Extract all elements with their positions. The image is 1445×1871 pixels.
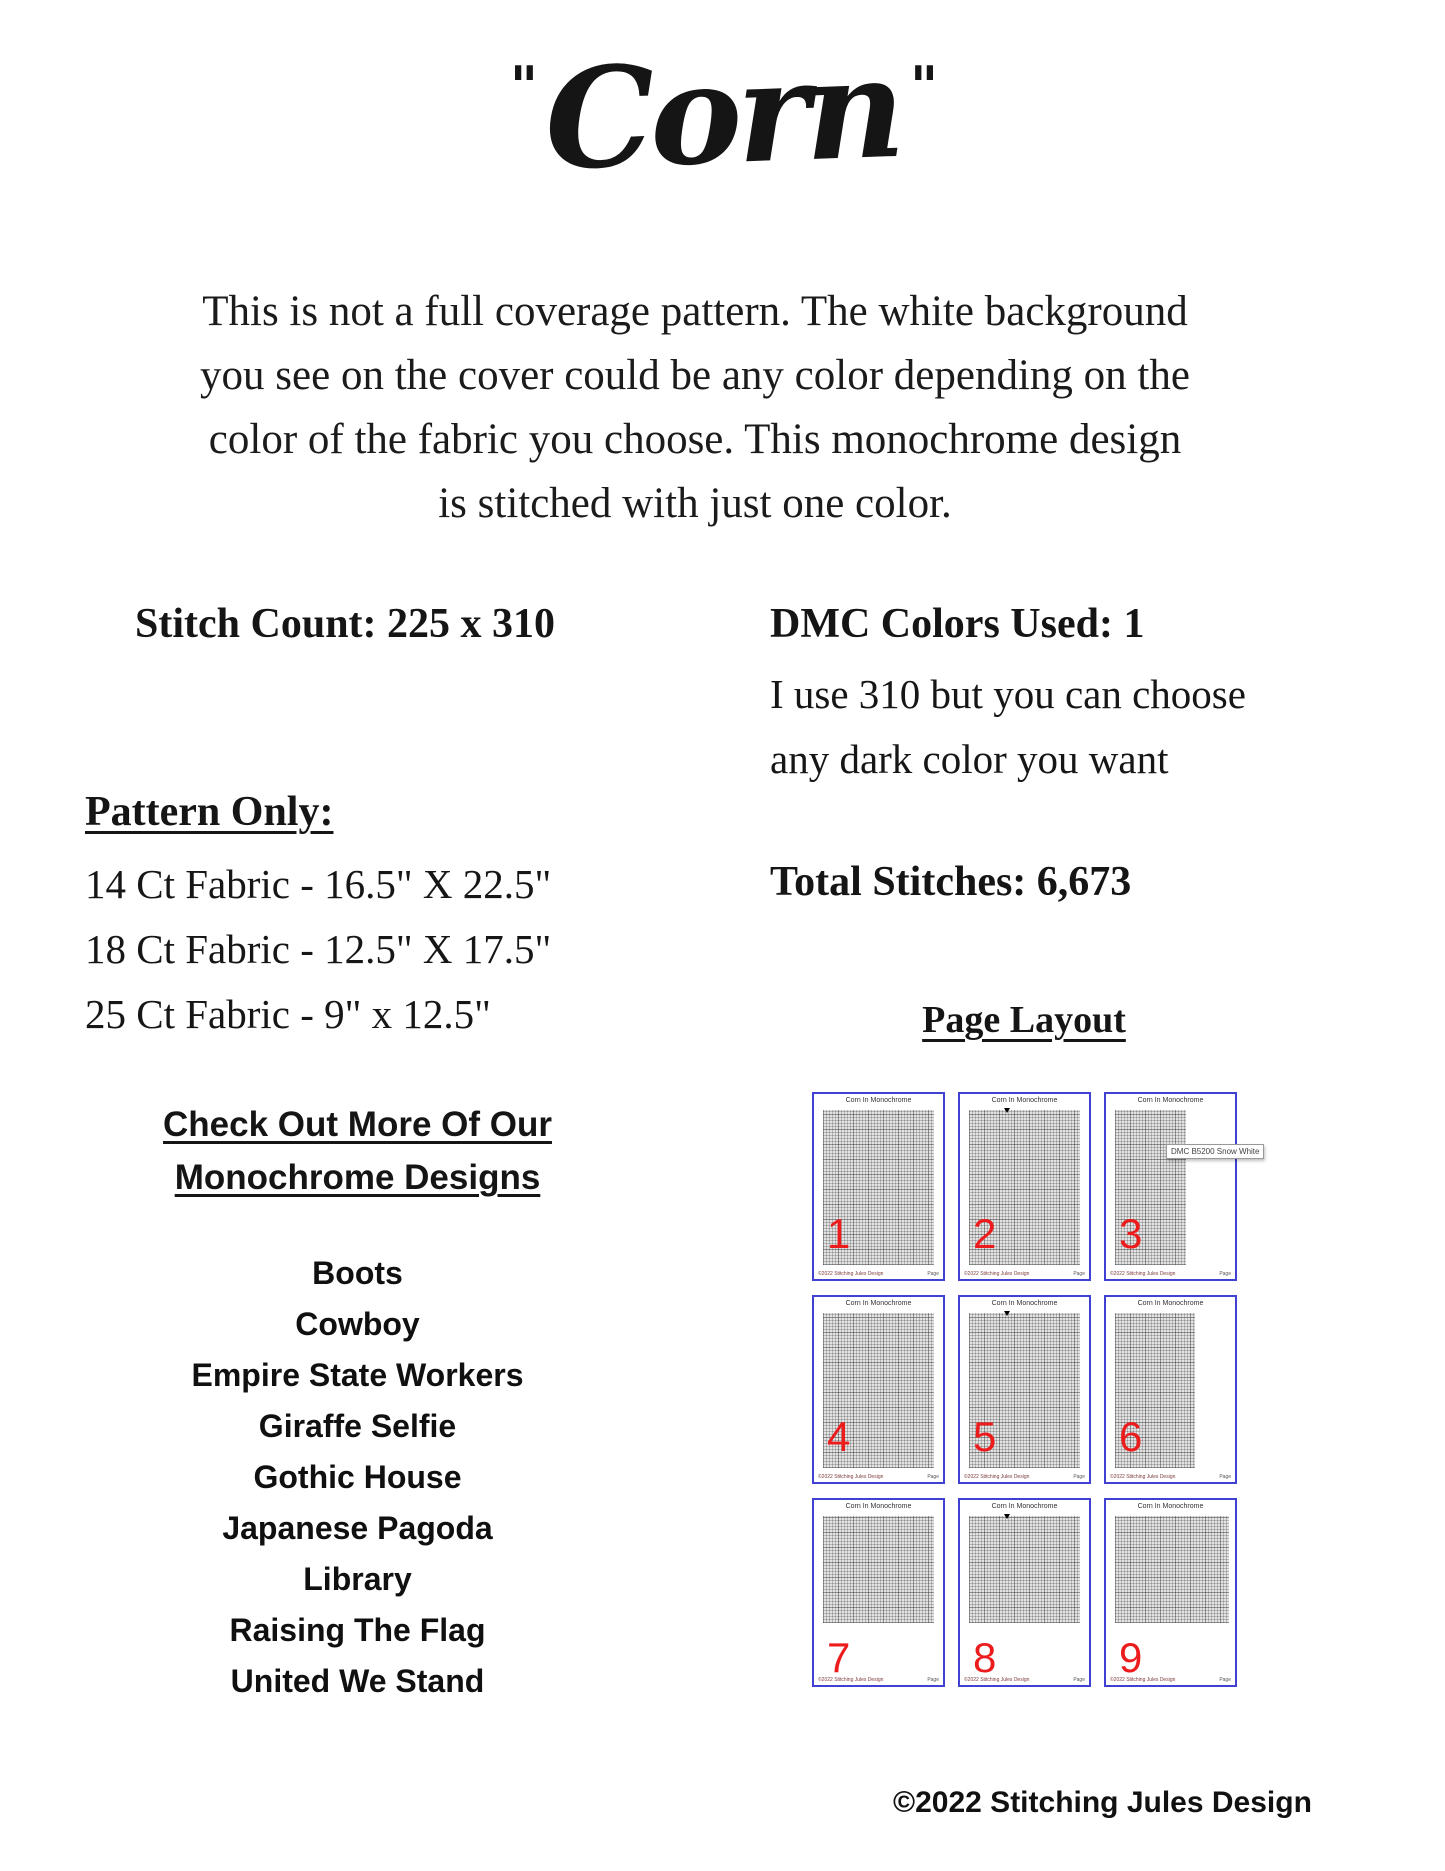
pattern-page-thumbnail-9 [1104,1498,1237,1687]
title-close-quote: " [909,55,936,118]
dmc-colors-note [770,662,1246,792]
thumbnail-footer-page: Page [1073,1474,1085,1480]
pattern-page-thumbnail-1 [812,1092,945,1281]
thumbnail-footer-page: Page [927,1677,939,1683]
thumbnail-header: Corn In Monochrome [991,1503,1058,1510]
pattern-page-thumbnail-2 [958,1092,1091,1281]
thumbnail-header: Corn In Monochrome [1137,1300,1204,1307]
floss-color-tooltip: DMC B5200 Snow White [1166,1144,1264,1159]
thumbnail-footer-page: Page [927,1271,939,1277]
total-stitches-heading: Total Stitches: 6,673 [770,859,1132,905]
thumbnail-footer-page: Page [1073,1271,1085,1277]
stitch-count-heading: Stitch Count: 225 x 310 [135,601,556,647]
page-number: 1 [827,1210,851,1257]
thumbnail-footer-copyright: ©2022 Stitching Jules Design [1110,1677,1176,1683]
thumbnail-header: Corn In Monochrome [991,1097,1058,1104]
fabric-size-item: 14 Ct Fabric - 16.5" X 22.5" [85,861,552,907]
thumbnail-footer-page: Page [1219,1271,1231,1277]
thumbnail-footer [964,1475,1085,1480]
pattern-page-thumbnail-7 [812,1498,945,1687]
dmc-note-line: any dark color you want [770,736,1169,782]
stitch-chart-preview [823,1516,934,1623]
fabric-size-item: 18 Ct Fabric - 12.5" X 17.5" [85,926,552,972]
intro-line: you see on the cover could be any color depending on the [200,352,1190,399]
fabric-size-item: 25 Ct Fabric - 9" x 12.5" [85,991,491,1037]
design-list-item: United We Stand [230,1663,485,1699]
thumbnail-footer [1110,1272,1231,1277]
thumbnail-footer [964,1272,1085,1277]
thumbnail-footer-copyright: ©2022 Stitching Jules Design [964,1271,1030,1277]
monochrome-design-list [85,1248,630,1707]
thumbnail-footer-page: Page [1219,1677,1231,1683]
thumbnail-footer-copyright: ©2022 Stitching Jules Design [818,1474,884,1480]
page-number: 8 [973,1634,997,1681]
design-list-item: Gothic House [253,1459,462,1495]
pattern-page-thumbnail-6 [1104,1295,1237,1484]
title-text: Corn [542,25,903,202]
thumbnail-header: Corn In Monochrome [1137,1503,1204,1510]
thumbnail-footer-page: Page [927,1474,939,1480]
thumbnail-header: Corn In Monochrome [845,1097,912,1104]
design-list-item: Boots [312,1255,403,1291]
copyright-text: ©2022 Stitching Jules Design [893,1786,1312,1819]
page-number: 7 [827,1634,851,1681]
thumbnail-header: Corn In Monochrome [845,1503,912,1510]
page-number: 6 [1119,1413,1143,1460]
intro-line: color of the fabric you choose. This monochrome design [208,416,1182,463]
thumbnail-footer-page: Page [1219,1474,1231,1480]
design-list-item: Japanese Pagoda [222,1510,493,1546]
page-number: 3 [1119,1210,1143,1257]
page-number: 4 [827,1413,851,1460]
thumbnail-header: Corn In Monochrome [1137,1097,1204,1104]
thumbnail-header: Corn In Monochrome [991,1300,1058,1307]
thumbnail-footer-page: Page [1073,1677,1085,1683]
more-designs-heading-line: Monochrome Designs [174,1158,541,1197]
thumbnail-footer-copyright: ©2022 Stitching Jules Design [818,1677,884,1683]
design-list-item: Library [303,1561,412,1597]
design-list-item: Cowboy [295,1306,420,1342]
pattern-page-thumbnail-8 [958,1498,1091,1687]
intro-line: is stitched with just one color. [438,480,952,527]
dmc-colors-heading: DMC Colors Used: 1 [770,601,1145,647]
pattern-only-heading: Pattern Only: [85,789,334,835]
thumbnail-footer-copyright: ©2022 Stitching Jules Design [1110,1271,1176,1277]
page-layout-heading: Page Layout [922,999,1126,1041]
thumbnail-footer-copyright: ©2022 Stitching Jules Design [1110,1474,1176,1480]
thumbnail-footer-copyright: ©2022 Stitching Jules Design [818,1271,884,1277]
dmc-note-line: I use 310 but you can choose [770,671,1246,717]
design-list-item: Raising The Flag [229,1612,486,1648]
page-layout-grid [812,1092,1260,1687]
pattern-page-thumbnail-5 [958,1295,1091,1484]
pattern-page-thumbnail-3 [1104,1092,1260,1281]
stitch-chart-preview [1115,1516,1229,1623]
intro-line: This is not a full coverage pattern. The white background [202,288,1188,335]
page-number: 9 [1119,1634,1143,1681]
thumbnail-footer [818,1272,939,1277]
title-open-quote: " [509,55,536,118]
page-number: 2 [973,1210,997,1257]
center-marker-icon [1004,1311,1010,1316]
center-marker-icon [1004,1108,1010,1113]
thumbnail-footer [1110,1475,1231,1480]
thumbnail-footer-copyright: ©2022 Stitching Jules Design [964,1677,1030,1683]
page-title [0,25,1445,202]
more-designs-heading [85,1098,630,1204]
thumbnail-header: Corn In Monochrome [845,1300,912,1307]
design-list-item: Giraffe Selfie [258,1408,457,1444]
fabric-size-list [85,852,551,1047]
page-number: 5 [973,1413,997,1460]
thumbnail-footer [818,1475,939,1480]
more-designs-heading-line: Check Out More Of Our [163,1105,552,1144]
design-list-item: Empire State Workers [191,1357,524,1393]
thumbnail-footer-copyright: ©2022 Stitching Jules Design [964,1474,1030,1480]
intro-paragraph [0,280,1390,536]
pattern-page-thumbnail-4 [812,1295,945,1484]
center-marker-icon [1004,1514,1010,1519]
stitch-chart-preview [969,1516,1080,1623]
